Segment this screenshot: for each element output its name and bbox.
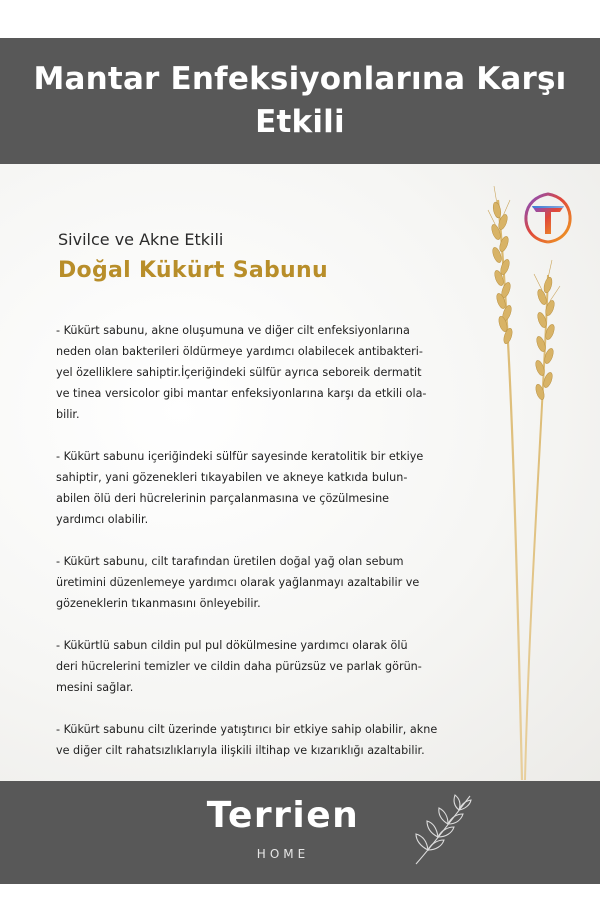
benefit-paragraph: - Kükürt sabunu içeriğindeki sülfür sayesinde keratolitik bir etkiye sahiptir, yani gözenekleri tıkayabilen ve akneye katkıda bulun- abilen ölü deri hücrelerinin parçalanmasına ve çözülmesine yardımcı olabilir. — [56, 450, 424, 526]
benefit-paragraph: - Kükürt sabunu, cilt tarafından üretilen doğal yağ olan sebum üretimini düzenlemeye yardımcı olarak yağlanmayı azaltabilir ve gözeneklerin tıkanmasını önleyebilir. — [56, 555, 420, 610]
wheat-stalks-icon — [470, 180, 590, 780]
brand-name: Terrien — [206, 795, 360, 836]
benefit-paragraph: - Kükürtlü sabun cildin pul pul dökülmesine yardımcı olarak ölü deri hücrelerini temizler ve cildin daha pürüzsüz ve parlak görün- mesini sağlar. — [56, 639, 422, 694]
benefits-list — [56, 320, 476, 782]
benefit-paragraph: - Kükürt sabunu cilt üzerinde yatıştırıcı bir etkiye sahip olabilir, akne ve diğer cilt rahatsızlıklarıyla ilişkili iltihap ve kızarıklığı azaltabilir. — [56, 723, 438, 757]
product-title: Doğal Kükürt Sabunu — [58, 258, 328, 283]
bottom-margin — [0, 884, 600, 900]
header-band — [0, 38, 600, 164]
leaf-branch-icon — [408, 790, 478, 868]
brand-tagline: HOME — [256, 847, 310, 861]
benefit-paragraph: - Kükürt sabunu, akne oluşumuna ve diğer cilt enfeksiyonlarına neden olan bakterileri öldürmeye yardımcı olabilecek antibakteri- yel özelliklere sahiptir.İçeriğindeki sülfür ayrıca seboreik dermatit ve tinea versicolor gibi mantar enfeksiyonlarına karşı da etkili ola- bilir. — [56, 324, 427, 421]
product-subtitle: Sivilce ve Akne Etkili — [58, 230, 224, 249]
terrien-t-logo-icon — [522, 190, 574, 246]
page-title: Mantar Enfeksiyonlarına Karşı Etkili — [33, 61, 567, 140]
top-margin — [0, 0, 600, 38]
